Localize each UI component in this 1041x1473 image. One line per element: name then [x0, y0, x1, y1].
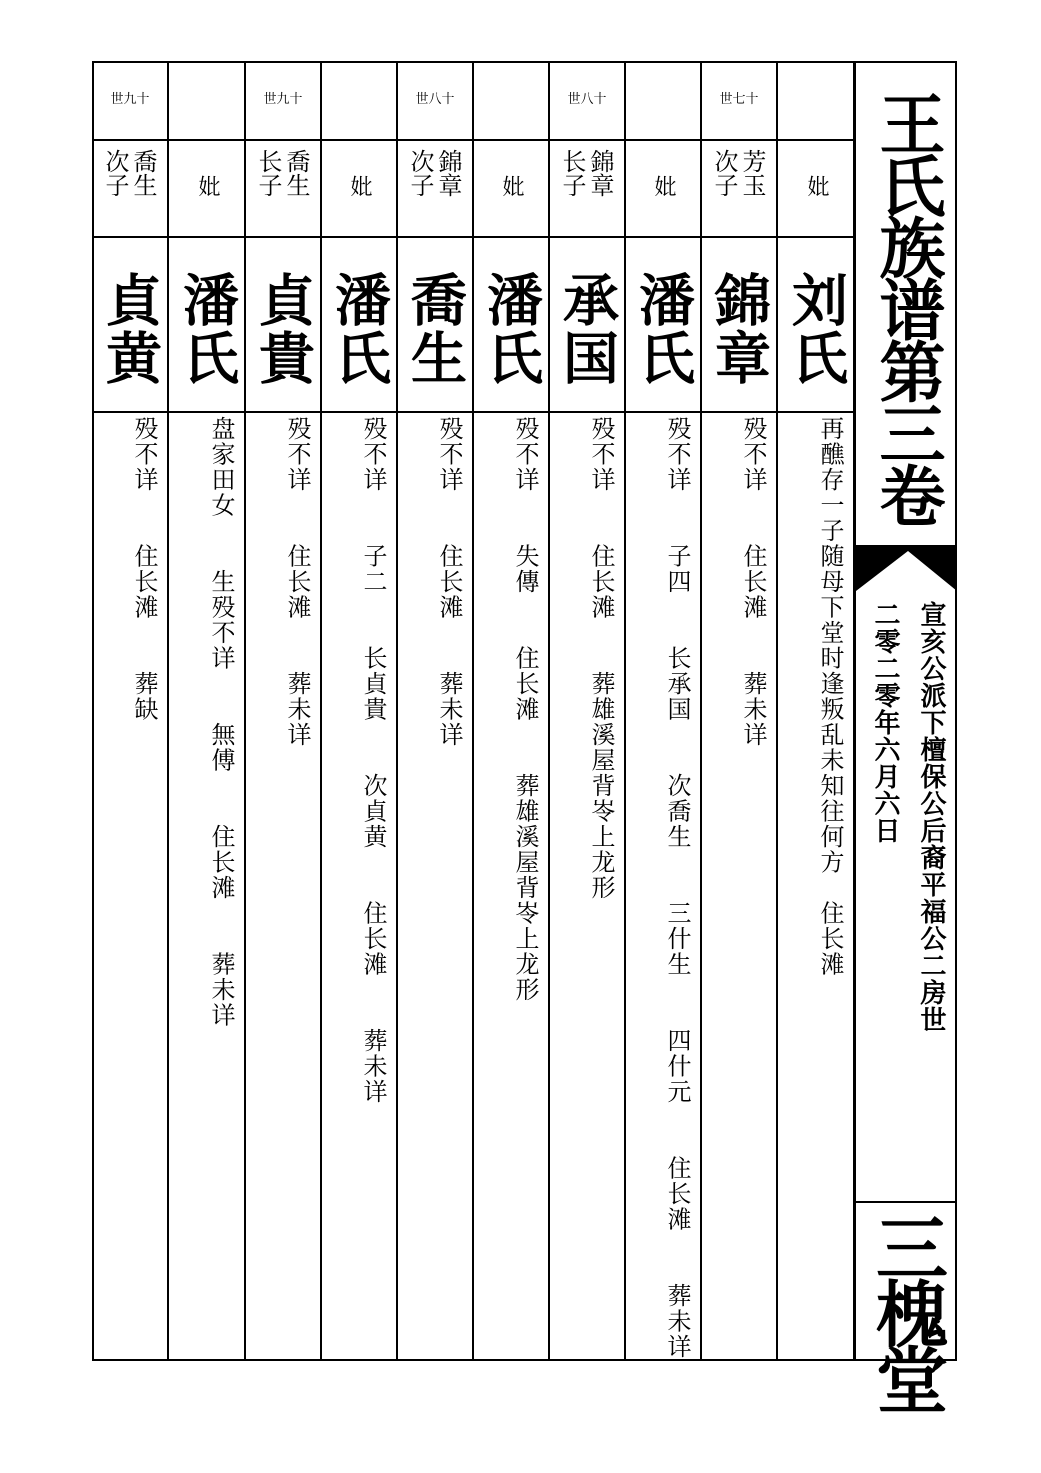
child-order: 次子	[710, 149, 738, 197]
banner-ornament	[856, 545, 957, 591]
book-title: 王氏族谱第三卷	[868, 90, 946, 524]
biography-text: 殁不详 失傳 住长滩 葬雄溪屋背岺上龙形	[511, 416, 539, 1003]
child-order: 长子	[558, 149, 586, 197]
date-text: 二零二零年六月六日	[870, 601, 900, 844]
parent-name: 芳玉	[738, 149, 766, 197]
biography-text: 殁不详 住长滩 葬未详	[435, 416, 463, 748]
biography-text: 殁不详 子四 长承国 次喬生 三什生 四什元 住长滩 葬未详	[663, 416, 691, 1360]
relation-cell	[626, 139, 700, 238]
generation-label: 世九十	[246, 61, 320, 141]
relation-label: 妣	[347, 175, 372, 197]
name-cell	[398, 236, 472, 413]
parent-name: 錦章	[434, 149, 462, 197]
relation-cell	[474, 139, 548, 238]
generation-label: 世八十	[398, 61, 472, 141]
biography-text: 殁不详 住长滩 葬未详	[739, 416, 767, 748]
person-name: 錦章	[706, 271, 772, 387]
child-order: 长子	[254, 149, 282, 197]
person-name: 刘氏	[783, 271, 849, 387]
relation-cell	[702, 139, 776, 238]
hall-divider	[856, 1201, 957, 1203]
name-cell	[93, 236, 167, 413]
parent-name	[358, 149, 386, 229]
entry-column	[398, 61, 474, 1361]
relation-cell	[322, 139, 396, 238]
relation-cell	[550, 139, 624, 238]
biography-text: 殁不详 住长滩 葬未详	[283, 416, 311, 748]
entry-column	[474, 61, 550, 1361]
generation-label	[474, 61, 548, 141]
relation-label: 妣	[651, 175, 676, 197]
name-cell	[246, 236, 320, 413]
name-cell	[550, 236, 624, 413]
child-order	[634, 149, 662, 229]
entry-column	[169, 61, 246, 1361]
relation-cell	[246, 139, 320, 238]
person-name: 潘氏	[326, 271, 392, 387]
entry-column	[246, 61, 322, 1361]
person-name: 潘氏	[478, 271, 544, 387]
name-cell	[169, 236, 244, 413]
generation-label	[169, 61, 244, 141]
person-name: 承国	[554, 271, 620, 387]
parent-name	[510, 149, 538, 229]
relation-label: 妣	[804, 175, 829, 197]
generation-label	[778, 61, 853, 141]
child-order	[178, 149, 206, 229]
person-name: 貞黄	[97, 271, 163, 387]
name-cell	[322, 236, 396, 413]
relation-cell	[93, 139, 167, 238]
entry-column	[702, 61, 778, 1361]
name-cell	[702, 236, 776, 413]
generation-label	[626, 61, 700, 141]
biography-text: 殁不详 住长滩 葬缺	[130, 416, 158, 722]
entry-column	[626, 61, 702, 1361]
parent-name: 喬生	[282, 149, 310, 197]
name-cell	[474, 236, 548, 413]
generation-label: 世九十	[93, 61, 167, 141]
generation-label: 世八十	[550, 61, 624, 141]
parent-name: 喬生	[129, 149, 157, 197]
child-order	[482, 149, 510, 229]
person-name: 喬生	[402, 271, 468, 387]
person-name: 潘氏	[174, 271, 240, 387]
biography-text: 盘家田女 生殁不详 無傅 住长滩 葬未详	[207, 416, 235, 1028]
relation-cell	[169, 139, 244, 238]
biography-text: 再醮存一子随母下堂时逢叛乱未知往何方 住长滩	[816, 416, 844, 977]
person-name: 貞貴	[250, 271, 316, 387]
child-order: 次子	[406, 149, 434, 197]
relation-label: 妣	[499, 175, 524, 197]
relation-cell	[778, 139, 853, 238]
relation-label: 妣	[195, 175, 220, 197]
entry-column	[778, 61, 855, 1361]
biography-text: 殁不详 子二 长貞貴 次貞黄 住长滩 葬未详	[359, 416, 387, 1105]
parent-name	[206, 149, 234, 229]
person-name: 潘氏	[630, 271, 696, 387]
name-cell	[778, 236, 853, 413]
name-cell	[626, 236, 700, 413]
relation-cell	[398, 139, 472, 238]
parent-name	[662, 149, 690, 229]
parent-name: 錦章	[586, 149, 614, 197]
entry-column	[93, 61, 169, 1361]
lineage-text: 宣亥公派下檀保公后裔平福公二房世	[916, 601, 946, 1033]
child-order: 次子	[101, 149, 129, 197]
parent-name	[815, 149, 843, 229]
child-order	[787, 149, 815, 229]
biography-text: 殁不详 住长滩 葬雄溪屋背岺上龙形	[587, 416, 615, 901]
generation-label: 世七十	[702, 61, 776, 141]
generation-label	[322, 61, 396, 141]
entry-column	[550, 61, 626, 1361]
title-panel	[854, 61, 957, 1409]
entry-column	[322, 61, 398, 1361]
hall-name: 三槐堂	[864, 1211, 949, 1409]
child-order	[330, 149, 358, 229]
